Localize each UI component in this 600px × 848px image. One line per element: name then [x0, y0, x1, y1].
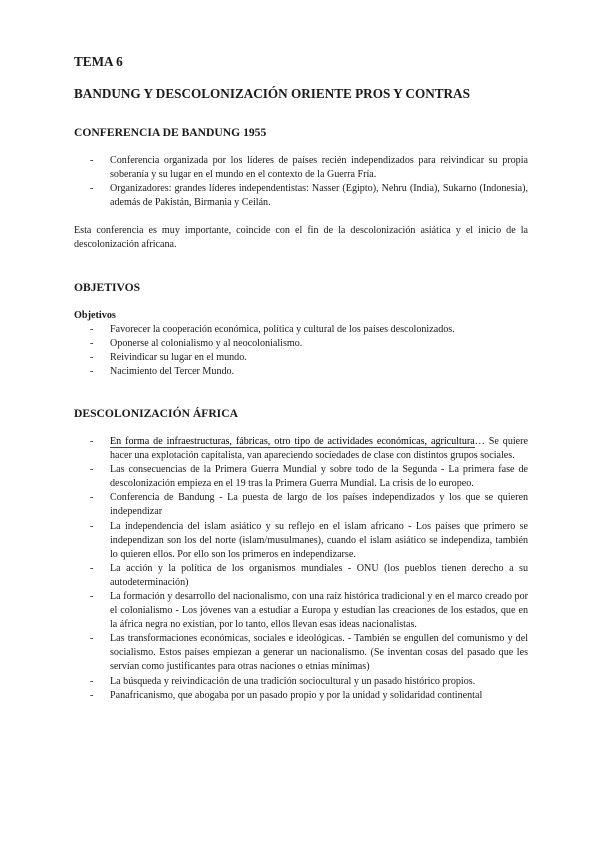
list-item — [74, 491, 528, 519]
list-item-text: Las transformaciones económicas, sociales e ideológicas. - También se engullen del comunismo y del socialismo. Estos países empiezan a generar un nacionalismo. (Se inventan cosas del pasado que les servían como justificantes para otras naciones o etnias mínimas) — [110, 633, 528, 673]
bandung-bullet-list — [74, 154, 528, 210]
list-item-text: Favorecer la cooperación económica, política y cultural de los países descolonizados. — [110, 323, 455, 335]
dash-marker: - — [90, 675, 94, 687]
dash-marker: - — [90, 337, 94, 349]
list-item — [74, 435, 528, 463]
dash-marker: - — [90, 520, 94, 532]
underlined-text: En forma de infraestructuras, fábricas, otro tipo de actividades económicas, agricultura — [110, 435, 475, 447]
dash-marker: - — [90, 323, 94, 335]
list-item — [74, 562, 528, 590]
document-page — [74, 54, 528, 703]
list-item — [74, 323, 528, 337]
dash-marker: - — [90, 492, 94, 504]
list-item — [74, 632, 528, 674]
list-item-text: La acción y la política de los organismos mundiales - ONU (los pueblos tienen derecho a su autodeterminación) — [110, 562, 528, 588]
document-title: TEMA 6 — [74, 54, 123, 69]
dash-marker: - — [90, 464, 94, 476]
list-item — [74, 520, 528, 562]
list-item — [74, 154, 528, 182]
list-item-text: La independencia del islam asiático y su reflejo en el islam africano - Los países que primero se independizan son los del norte (islam/musulmanes), cuando el islam asiático se independiza, también lo quieren ellos. Por ello son los primeros en independizarse. — [110, 520, 528, 560]
section-heading-objetivos: OBJETIVOS — [74, 280, 141, 294]
dash-marker: - — [90, 351, 94, 363]
list-item — [74, 463, 528, 491]
list-item-text: … Se quiere hacer una explotación capitalista, van apareciendo sociedades de clase con distintos grupos sociales. — [110, 435, 528, 462]
africa-bullet-list — [74, 435, 528, 703]
dash-marker: - — [90, 590, 94, 602]
section-heading-africa: DESCOLONIZACIÓN ÁFRICA — [74, 406, 238, 420]
list-item — [74, 182, 528, 210]
document-subtitle: BANDUNG Y DESCOLONIZACIÓN ORIENTE PROS Y CONTRAS — [74, 86, 470, 101]
dash-marker: - — [90, 365, 94, 377]
list-item-text: La formación y desarrollo del nacionalismo, con una raíz histórica tradicional y en el marco creado por el colonialismo - Los jóvenes van a estudiar a Europa y estudian las creaciones de los estados, que en la áfrica negra no existían, por lo tanto, ellos llevan esas ideas nacionalistas. — [110, 590, 528, 631]
list-item-text: Organizadores: grandes líderes independentistas: Nasser (Egipto), Nehru (India), Sukarno (Indonesia), además de Pakistán, Birmania y Ceilán. — [110, 183, 528, 209]
list-item — [74, 689, 528, 703]
list-item — [74, 337, 528, 351]
list-item-text: Nacimiento del Tercer Mundo. — [110, 365, 235, 377]
list-item-text: Conferencia organizada por los líderes de países recién independizados para reivindicar su propia soberanía y su lugar en el mundo en el contexto de la Guerra Fría. — [110, 155, 528, 181]
list-item-text: Oponerse al colonialismo y al neocolonialismo. — [110, 337, 303, 349]
section-heading-bandung: CONFERENCIA DE BANDUNG 1955 — [74, 126, 267, 139]
list-item — [74, 675, 528, 689]
list-item-text: Reivindicar su lugar en el mundo. — [110, 351, 247, 363]
list-item-text: Conferencia de Bandung - La puesta de largo de los países independizados y los que se quieren independizar — [110, 492, 528, 518]
dash-marker: - — [90, 435, 94, 447]
dash-marker: - — [90, 183, 94, 195]
list-item — [74, 365, 528, 379]
list-item — [74, 590, 528, 632]
bandung-paragraph: Esta conferencia es muy importante, coincide con el fin de la descolonización asiática y el inicio de la descolonización africana. — [74, 225, 528, 251]
list-item-text: Las consecuencias de la Primera Guerra Mundial y sobre todo de la Segunda - La primera fase de descolonización empieza en el 19 tras la Primera Guerra Mundial. La crisis de lo europeo. — [110, 464, 528, 490]
sub-heading-objetivos: Objetivos — [74, 309, 116, 321]
list-item-text: Panafricanismo, que abogaba por un pasado propio y por la unidad y solidaridad continental — [110, 689, 483, 701]
objetivos-bullet-list — [74, 323, 528, 379]
dash-marker: - — [90, 633, 94, 645]
dash-marker: - — [90, 562, 94, 574]
list-item — [74, 351, 528, 365]
dash-marker: - — [90, 689, 94, 701]
list-item-text: La búsqueda y reivindicación de una tradición sociocultural y un pasado histórico propios. — [110, 675, 476, 687]
dash-marker: - — [90, 155, 94, 166]
